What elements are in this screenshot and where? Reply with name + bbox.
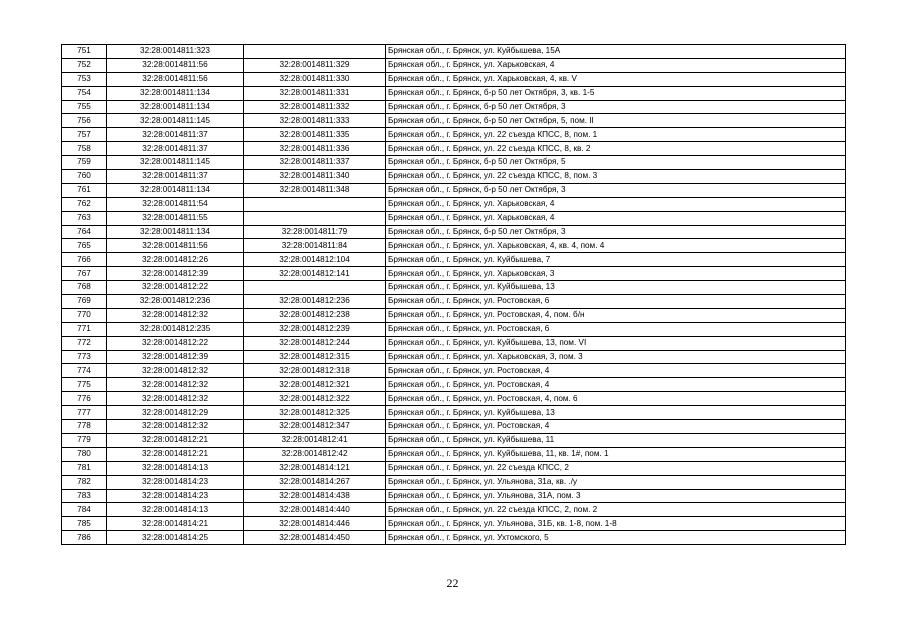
object-cadastral-number-cell: 32:28:0014812:315 <box>244 350 386 364</box>
table-row <box>62 350 846 364</box>
object-cadastral-number-cell: 32:28:0014814:440 <box>244 503 386 517</box>
row-number-cell: 778 <box>62 420 107 434</box>
land-plot-cadastral-number-cell: 32:28:0014811:55 <box>107 211 244 225</box>
land-plot-cadastral-number-cell: 32:28:0014814:21 <box>107 517 244 531</box>
table-row <box>62 475 846 489</box>
object-cadastral-number-cell: 32:28:0014811:329 <box>244 58 386 72</box>
table-row <box>62 239 846 253</box>
land-plot-cadastral-number-cell: 32:28:0014814:23 <box>107 475 244 489</box>
table-row <box>62 406 846 420</box>
object-cadastral-number-cell: 32:28:0014814:267 <box>244 475 386 489</box>
address-cell: Брянская обл., г. Брянск, ул. Ростовская, 6 <box>386 322 846 336</box>
land-plot-cadastral-number-cell: 32:28:0014812:32 <box>107 308 244 322</box>
row-number-cell: 775 <box>62 378 107 392</box>
row-number-cell: 771 <box>62 322 107 336</box>
address-cell: Брянская обл., г. Брянск, ул. Куйбышева, 13, пом. VI <box>386 336 846 350</box>
address-cell: Брянская обл., г. Брянск, б-р 50 лет Октября, 3 <box>386 100 846 114</box>
table-row <box>62 461 846 475</box>
object-cadastral-number-cell: 32:28:0014812:318 <box>244 364 386 378</box>
row-number-cell: 763 <box>62 211 107 225</box>
table-row <box>62 86 846 100</box>
object-cadastral-number-cell: 32:28:0014811:333 <box>244 114 386 128</box>
address-cell: Брянская обл., г. Брянск, ул. 22 съезда КПСС, 8, кв. 2 <box>386 142 846 156</box>
object-cadastral-number-cell: 32:28:0014812:104 <box>244 253 386 267</box>
land-plot-cadastral-number-cell: 32:28:0014814:13 <box>107 503 244 517</box>
registry-table-body <box>62 45 846 545</box>
address-cell: Брянская обл., г. Брянск, ул. 22 съезда КПСС, 2 <box>386 461 846 475</box>
object-cadastral-number-cell <box>244 197 386 211</box>
land-plot-cadastral-number-cell: 32:28:0014812:32 <box>107 420 244 434</box>
row-number-cell: 762 <box>62 197 107 211</box>
land-plot-cadastral-number-cell: 32:28:0014812:236 <box>107 295 244 309</box>
land-plot-cadastral-number-cell: 32:28:0014812:21 <box>107 433 244 447</box>
row-number-cell: 756 <box>62 114 107 128</box>
address-cell: Брянская обл., г. Брянск, ул. Ростовская, 4, пом. 6 <box>386 392 846 406</box>
row-number-cell: 766 <box>62 253 107 267</box>
table-row <box>62 156 846 170</box>
object-cadastral-number-cell: 32:28:0014812:321 <box>244 378 386 392</box>
address-cell: Брянская обл., г. Брянск, ул. Ростовская, 4, пом. б/н <box>386 308 846 322</box>
land-plot-cadastral-number-cell: 32:28:0014811:56 <box>107 58 244 72</box>
land-plot-cadastral-number-cell: 32:28:0014811:56 <box>107 72 244 86</box>
cadastral-registry-table <box>61 44 846 545</box>
table-row <box>62 100 846 114</box>
object-cadastral-number-cell: 32:28:0014811:348 <box>244 183 386 197</box>
table-row <box>62 489 846 503</box>
address-cell: Брянская обл., г. Брянск, б-р 50 лет Октября, 5, пом. II <box>386 114 846 128</box>
table-row <box>62 420 846 434</box>
object-cadastral-number-cell: 32:28:0014811:335 <box>244 128 386 142</box>
address-cell: Брянская обл., г. Брянск, ул. Ростовская, 4 <box>386 378 846 392</box>
address-cell: Брянская обл., г. Брянск, ул. 22 съезда КПСС, 8, пом. 3 <box>386 170 846 184</box>
land-plot-cadastral-number-cell: 32:28:0014811:134 <box>107 225 244 239</box>
row-number-cell: 782 <box>62 475 107 489</box>
table-row <box>62 142 846 156</box>
row-number-cell: 761 <box>62 183 107 197</box>
table-row <box>62 433 846 447</box>
row-number-cell: 764 <box>62 225 107 239</box>
land-plot-cadastral-number-cell: 32:28:0014811:56 <box>107 239 244 253</box>
object-cadastral-number-cell: 32:28:0014811:340 <box>244 170 386 184</box>
row-number-cell: 752 <box>62 58 107 72</box>
table-row <box>62 253 846 267</box>
address-cell: Брянская обл., г. Брянск, ул. Куйбышева, 11 <box>386 433 846 447</box>
table-row <box>62 378 846 392</box>
table-row <box>62 322 846 336</box>
object-cadastral-number-cell: 32:28:0014814:438 <box>244 489 386 503</box>
land-plot-cadastral-number-cell: 32:28:0014812:21 <box>107 447 244 461</box>
row-number-cell: 774 <box>62 364 107 378</box>
object-cadastral-number-cell: 32:28:0014811:336 <box>244 142 386 156</box>
table-row <box>62 225 846 239</box>
address-cell: Брянская обл., г. Брянск, ул. 22 съезда КПСС, 2, пом. 2 <box>386 503 846 517</box>
address-cell: Брянская обл., г. Брянск, ул. Ульянова, 31Б, кв. 1-8, пом. 1-8 <box>386 517 846 531</box>
address-cell: Брянская обл., г. Брянск, ул. Ростовская, 6 <box>386 295 846 309</box>
land-plot-cadastral-number-cell: 32:28:0014811:37 <box>107 128 244 142</box>
table-row <box>62 183 846 197</box>
address-cell: Брянская обл., г. Брянск, ул. Куйбышева, 11, кв. 1#, пом. 1 <box>386 447 846 461</box>
address-cell: Брянская обл., г. Брянск, ул. Ухтомского, 5 <box>386 531 846 545</box>
table-row <box>62 336 846 350</box>
address-cell: Брянская обл., г. Брянск, ул. 22 съезда КПСС, 8, пом. 1 <box>386 128 846 142</box>
table-row <box>62 45 846 59</box>
address-cell: Брянская обл., г. Брянск, ул. Харьковская, 4 <box>386 211 846 225</box>
object-cadastral-number-cell: 32:28:0014812:141 <box>244 267 386 281</box>
land-plot-cadastral-number-cell: 32:28:0014812:39 <box>107 350 244 364</box>
table-row <box>62 114 846 128</box>
land-plot-cadastral-number-cell: 32:28:0014812:235 <box>107 322 244 336</box>
land-plot-cadastral-number-cell: 32:28:0014811:134 <box>107 86 244 100</box>
land-plot-cadastral-number-cell: 32:28:0014814:23 <box>107 489 244 503</box>
row-number-cell: 769 <box>62 295 107 309</box>
land-plot-cadastral-number-cell: 32:28:0014812:22 <box>107 281 244 295</box>
land-plot-cadastral-number-cell: 32:28:0014812:32 <box>107 392 244 406</box>
object-cadastral-number-cell: 32:28:0014811:337 <box>244 156 386 170</box>
object-cadastral-number-cell: 32:28:0014812:42 <box>244 447 386 461</box>
object-cadastral-number-cell: 32:28:0014811:79 <box>244 225 386 239</box>
address-cell: Брянская обл., г. Брянск, ул. Харьковская, 3 <box>386 267 846 281</box>
address-cell: Брянская обл., г. Брянск, ул. Ростовская, 4 <box>386 364 846 378</box>
object-cadastral-number-cell: 32:28:0014814:450 <box>244 531 386 545</box>
land-plot-cadastral-number-cell: 32:28:0014812:32 <box>107 378 244 392</box>
land-plot-cadastral-number-cell: 32:28:0014811:323 <box>107 45 244 59</box>
row-number-cell: 759 <box>62 156 107 170</box>
address-cell: Брянская обл., г. Брянск, б-р 50 лет Октября, 5 <box>386 156 846 170</box>
table-row <box>62 503 846 517</box>
address-cell: Брянская обл., г. Брянск, ул. Харьковская, 4, кв. V <box>386 72 846 86</box>
object-cadastral-number-cell: 32:28:0014812:41 <box>244 433 386 447</box>
table-row <box>62 128 846 142</box>
address-cell: Брянская обл., г. Брянск, ул. Харьковская, 4, кв. 4, пом. 4 <box>386 239 846 253</box>
object-cadastral-number-cell: 32:28:0014811:332 <box>244 100 386 114</box>
row-number-cell: 757 <box>62 128 107 142</box>
row-number-cell: 783 <box>62 489 107 503</box>
row-number-cell: 755 <box>62 100 107 114</box>
table-row <box>62 72 846 86</box>
table-row <box>62 211 846 225</box>
land-plot-cadastral-number-cell: 32:28:0014811:145 <box>107 156 244 170</box>
address-cell: Брянская обл., г. Брянск, ул. Куйбышева, 13 <box>386 406 846 420</box>
land-plot-cadastral-number-cell: 32:28:0014812:39 <box>107 267 244 281</box>
row-number-cell: 785 <box>62 517 107 531</box>
address-cell: Брянская обл., г. Брянск, ул. Харьковская, 4 <box>386 58 846 72</box>
land-plot-cadastral-number-cell: 32:28:0014811:37 <box>107 170 244 184</box>
page-number: 22 <box>446 576 459 590</box>
object-cadastral-number-cell: 32:28:0014812:325 <box>244 406 386 420</box>
table-row <box>62 517 846 531</box>
row-number-cell: 779 <box>62 433 107 447</box>
address-cell: Брянская обл., г. Брянск, ул. Ульянова, 31а, кв. ./у <box>386 475 846 489</box>
address-cell: Брянская обл., г. Брянск, ул. Куйбышева, 7 <box>386 253 846 267</box>
object-cadastral-number-cell: 32:28:0014811:331 <box>244 86 386 100</box>
object-cadastral-number-cell: 32:28:0014814:446 <box>244 517 386 531</box>
table-row <box>62 58 846 72</box>
land-plot-cadastral-number-cell: 32:28:0014811:145 <box>107 114 244 128</box>
object-cadastral-number-cell <box>244 45 386 59</box>
row-number-cell: 768 <box>62 281 107 295</box>
row-number-cell: 754 <box>62 86 107 100</box>
land-plot-cadastral-number-cell: 32:28:0014811:37 <box>107 142 244 156</box>
object-cadastral-number-cell <box>244 281 386 295</box>
address-cell: Брянская обл., г. Брянск, ул. Ульянова, 31А, пом. 3 <box>386 489 846 503</box>
row-number-cell: 751 <box>62 45 107 59</box>
table-row <box>62 267 846 281</box>
row-number-cell: 773 <box>62 350 107 364</box>
land-plot-cadastral-number-cell: 32:28:0014811:54 <box>107 197 244 211</box>
row-number-cell: 767 <box>62 267 107 281</box>
land-plot-cadastral-number-cell: 32:28:0014814:25 <box>107 531 244 545</box>
row-number-cell: 758 <box>62 142 107 156</box>
address-cell: Брянская обл., г. Брянск, ул. Ростовская, 4 <box>386 420 846 434</box>
address-cell: Брянская обл., г. Брянск, б-р 50 лет Октября, 3 <box>386 183 846 197</box>
row-number-cell: 786 <box>62 531 107 545</box>
table-row <box>62 447 846 461</box>
table-row <box>62 364 846 378</box>
row-number-cell: 770 <box>62 308 107 322</box>
table-row <box>62 392 846 406</box>
row-number-cell: 781 <box>62 461 107 475</box>
address-cell: Брянская обл., г. Брянск, ул. Куйбышева, 15А <box>386 45 846 59</box>
object-cadastral-number-cell: 32:28:0014811:84 <box>244 239 386 253</box>
address-cell: Брянская обл., г. Брянск, ул. Харьковская, 4 <box>386 197 846 211</box>
object-cadastral-number-cell: 32:28:0014812:239 <box>244 322 386 336</box>
row-number-cell: 777 <box>62 406 107 420</box>
table-row <box>62 295 846 309</box>
row-number-cell: 753 <box>62 72 107 86</box>
table-row <box>62 281 846 295</box>
object-cadastral-number-cell: 32:28:0014812:238 <box>244 308 386 322</box>
row-number-cell: 765 <box>62 239 107 253</box>
land-plot-cadastral-number-cell: 32:28:0014812:32 <box>107 364 244 378</box>
row-number-cell: 760 <box>62 170 107 184</box>
row-number-cell: 780 <box>62 447 107 461</box>
land-plot-cadastral-number-cell: 32:28:0014814:13 <box>107 461 244 475</box>
address-cell: Брянская обл., г. Брянск, ул. Куйбышева, 13 <box>386 281 846 295</box>
address-cell: Брянская обл., г. Брянск, ул. Харьковская, 3, пом. 3 <box>386 350 846 364</box>
object-cadastral-number-cell <box>244 211 386 225</box>
table-row <box>62 531 846 545</box>
address-cell: Брянская обл., г. Брянск, б-р 50 лет Октября, 3 <box>386 225 846 239</box>
table-row <box>62 308 846 322</box>
object-cadastral-number-cell: 32:28:0014812:244 <box>244 336 386 350</box>
row-number-cell: 784 <box>62 503 107 517</box>
object-cadastral-number-cell: 32:28:0014812:347 <box>244 420 386 434</box>
land-plot-cadastral-number-cell: 32:28:0014811:134 <box>107 100 244 114</box>
row-number-cell: 772 <box>62 336 107 350</box>
table-row <box>62 197 846 211</box>
object-cadastral-number-cell: 32:28:0014814:121 <box>244 461 386 475</box>
land-plot-cadastral-number-cell: 32:28:0014812:26 <box>107 253 244 267</box>
land-plot-cadastral-number-cell: 32:28:0014812:29 <box>107 406 244 420</box>
object-cadastral-number-cell: 32:28:0014811:330 <box>244 72 386 86</box>
object-cadastral-number-cell: 32:28:0014812:322 <box>244 392 386 406</box>
row-number-cell: 776 <box>62 392 107 406</box>
object-cadastral-number-cell: 32:28:0014812:236 <box>244 295 386 309</box>
land-plot-cadastral-number-cell: 32:28:0014811:134 <box>107 183 244 197</box>
land-plot-cadastral-number-cell: 32:28:0014812:22 <box>107 336 244 350</box>
address-cell: Брянская обл., г. Брянск, б-р 50 лет Октября, 3, кв. 1-5 <box>386 86 846 100</box>
table-row <box>62 170 846 184</box>
